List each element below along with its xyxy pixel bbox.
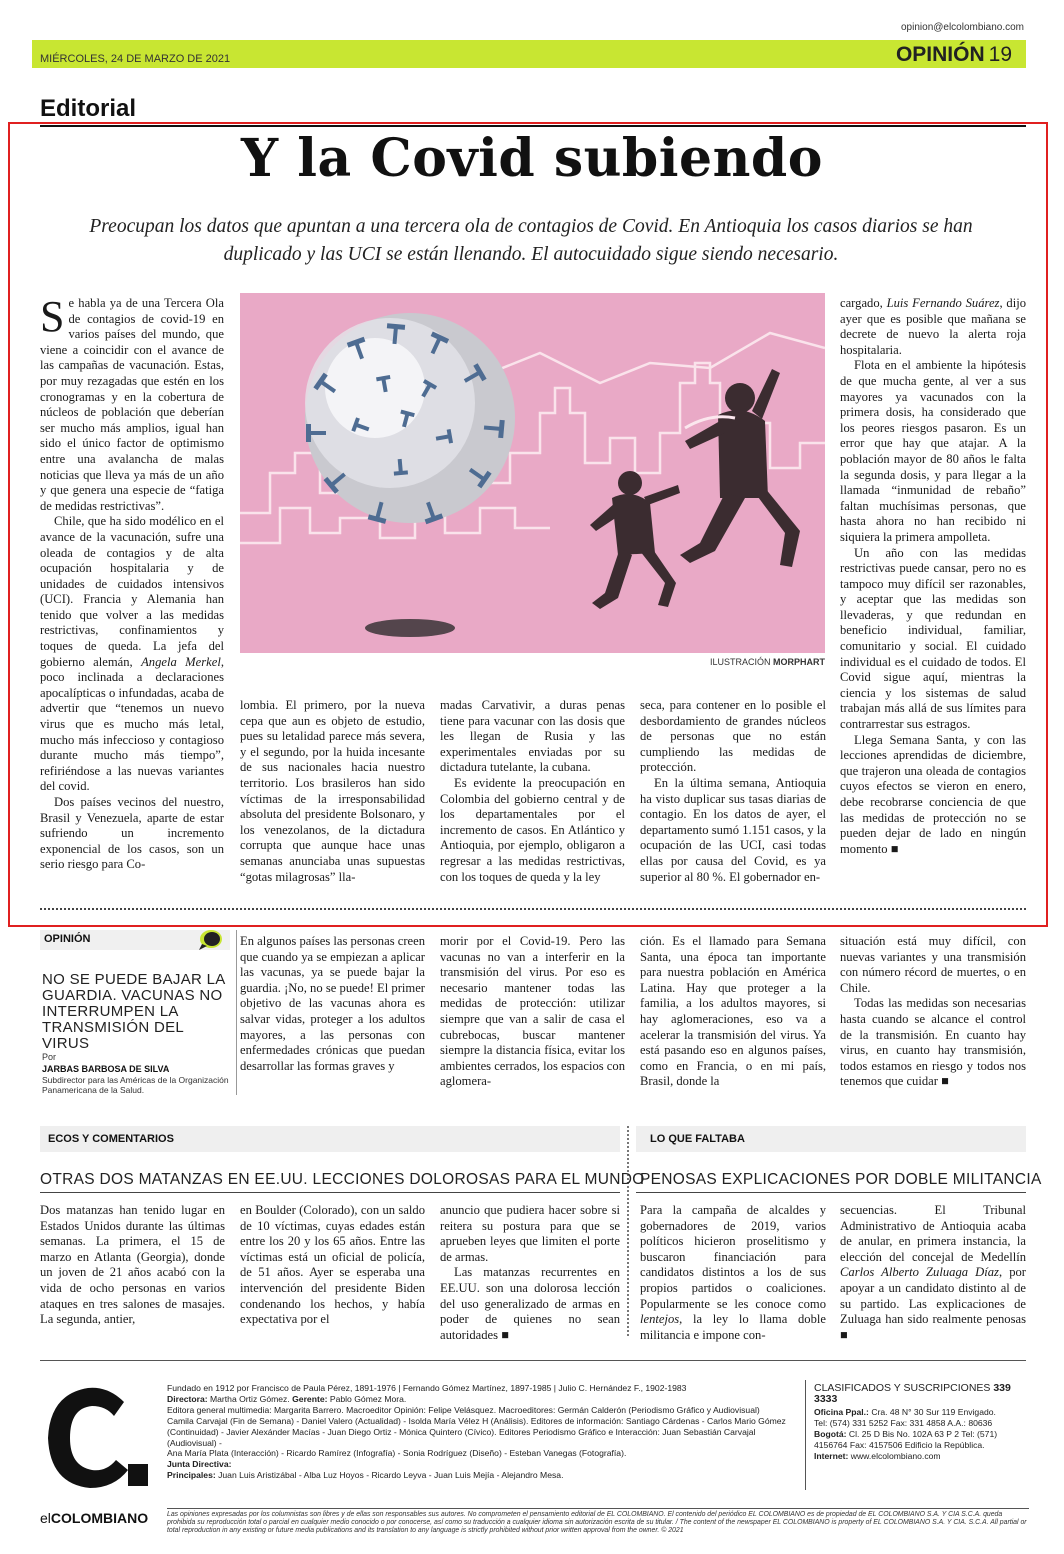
masthead-rule (40, 1360, 1026, 1361)
bogota-address: Cl. 25 D Bis No. 102A 63 P 2 Tel: (571) (848, 1429, 998, 1439)
gerente-label: Gerente: (292, 1393, 328, 1404)
paragraph: ción. Es el llamado para Semana Santa, una época tan importante para nuestra población en América Latina. Hay que proteger a la familia, a los adultos mayores, si hay aglomeraciones, eso va a acelerar la transmisión del virus. Ya está pasando eso en algunos países, como en Francia, o en mi país, Brasil, donde la (640, 934, 826, 1089)
editorial-column-5 (840, 296, 1026, 857)
paragraph: Un año con las medidas restrictivas puede cansar, pero no es tampoco muy difícil ser razonables, y aceptar que las medidas son llevaderas, y que redundan en beneficio individual, familiar, comunitario y social. El cuidado individual es el cuidado de todos. El Covid sigue aquí, mientras la ciencia y los sistemas de salud trabajan más allá de sus límites para contrarrestar sus estragos. (840, 545, 1026, 732)
paragraph: Para la campaña de alcaldes y gobernadores de 2019, varios políticos hicieron proselitismo y buscaron financiación para candidatos distintos a los de sus propios partidos o coaliciones. Popularmente se les conoce como (640, 1203, 826, 1311)
illustration-covid-city (240, 293, 825, 653)
author-name: JARBAS BARBOSA DE SILVA (42, 1064, 170, 1074)
ecos-column-3 (440, 1203, 620, 1343)
paragraph: seca, para contener en lo posible el desbordamiento de grandes núcleos de personas que no están cumpliendo las medidas de protección. (640, 698, 826, 775)
paragraph: madas Carvativir, a duras penas tiene para vacunar con las dosis que les llegan de Rusia y las experimentales enviadas por su dictadura tutelante, la cubana. (440, 698, 625, 775)
paragraph: lombia. El primero, por la nueva cepa que aun es objeto de estudio, pues su letalidad parece más severa, y el segundo, por la huida incesante de sus nacionales hacia nuestro territorio. Los brasileros han sido víctimas de la irresponsabilidad absoluta del presidente Bolsonaro, y los venezolanos, de la dictadura corrupta que aunque hace unas semanas anunciaba unas supuestas “gotas milagrosas” lla- (240, 698, 425, 884)
opinion-column-2 (440, 934, 625, 1090)
lqf-column-2 (840, 1203, 1026, 1343)
opinion-column-4 (840, 934, 1026, 1090)
bogota-line (814, 1429, 1029, 1440)
staff-line: Editora general multimedia: Margarita Barrero. Macroeditor Opinión: Felipe Velásquez. Macroeditores: Germán Calderón (Periodismo Gráfico y Audiovisual) (167, 1404, 760, 1415)
section-header-bar (32, 40, 1026, 68)
paragraph: , la ley lo llama doble militancia e impone con- (640, 1312, 826, 1342)
editorial-headline: Y la Covid subiendo (241, 128, 823, 189)
lqf-label: LO QUE FALTABA (650, 1133, 745, 1145)
paragraph: Llega Semana Santa, y con las lecciones aprendidas de diciembre, que trajeron una oleada de contagios cuyos efectos se vieron en enero, debe recobrarse conciencia de que las medidas de protección no se pueden dejar de lado en ningún momento ■ (840, 732, 1026, 856)
ecos-column-1 (40, 1203, 225, 1328)
disclaimer-rule (167, 1508, 1029, 1509)
opinion-column-1 (240, 934, 425, 1074)
classifieds-head (814, 1383, 1029, 1405)
brand-prefix: el (40, 1510, 51, 1526)
internet-label: Internet: (814, 1451, 849, 1461)
phone-line: 4156764 Fax: 4157506 Edificio la República. (814, 1440, 985, 1450)
principales-label: Principales: (167, 1470, 216, 1481)
phone-line: Tel: (574) 331 5252 Fax: 331 4858 A.A.: 80636 (814, 1418, 993, 1428)
directora-name: Martha Ortiz Gómez. (209, 1393, 290, 1404)
paragraph: morir por el Covid-19. Pero las vacunas no van a interferir en la transmisión del virus. Por eso es necesario mantener todas las medidas de protección: utilizar siempre que van a salir de casa el cubrebocas, buscar mantener siempre la distancia física, evitar los ambientes cerrados, los espacios con aglomera- (440, 934, 625, 1089)
illustration-art (240, 293, 825, 653)
principales-line (167, 1470, 797, 1481)
paragraph: secuencias. El Tribunal Administrativo de Antioquia acaba de anular, en primera instancia, la elección del concejal de Medellín (840, 1203, 1026, 1264)
issue-date: MIÉRCOLES, 24 DE MARZO DE 2021 (40, 53, 231, 65)
author-role: Subdirector para las Américas de la Organización Panamericana de la Salud. (42, 1075, 229, 1095)
title-rule (40, 1192, 620, 1193)
page-number: 19 (988, 43, 1012, 66)
legal-disclaimer: Las opiniones expresadas por los columnistas son libres y de ellas son responsables sus autores. No comprometen el pensamiento editorial de EL COLOMBIANO. El contenido del periódico EL COLOMBIANO es de propiedad de EL COLOMBIANO S.A. Y CIA S.C.A. queda prohibida su reproducción total o parcial en cualquier medio conocido o por conocerse, así como su traducción a cualquier idioma sin autorización escrita de su titular. / The content of the newspaper EL COLOMBIANO is property of EL COLOMBIANO S.A. Y CIA. S.C.A. All partial or total reproduction in any existing or future media publications and its translation to any language is strictly prohibited without prior written approval from the owner. © 2021 (167, 1511, 1027, 1534)
paragraph: cargado, (840, 296, 883, 310)
paragraph: e habla ya de una Tercera Ola de contagios de covid-19 en varios países del mundo, que viene a coincidir con el avance de las campañas de vacunación. Estas, por muy rezagadas que estén en los cronogramas y en la cobertura de núcleos de población que deberían ser mucho más amplios, igual han sido el único factor de optimismo entre una avalancha de malas noticias que lleva ya más de un año y que genera una especie de “fatiga de medidas restrictivas”. (40, 296, 224, 513)
brand-wordmark (40, 1510, 148, 1526)
paragraph: , poco inclinada a declaraciones apocalípticas o infundadas, acaba de advertir que “tenemos un nuevo virus que es mucho más letal, mucho más infeccioso y contagioso durante mucho más tiempo”, refiriéndose a las nuevas variantes del covid. (40, 654, 224, 794)
editorial-column-2 (240, 698, 425, 885)
classifieds-label: CLASIFICADOS Y SUSCRIPCIONES (814, 1382, 991, 1394)
office-line (814, 1407, 1029, 1418)
directors-line (167, 1394, 797, 1405)
column-divider-dotted (627, 1126, 629, 1336)
office-label: Oficina Ppal.: (814, 1407, 869, 1417)
paragraph: En algunos países las personas creen que cuando ya se empiezan a aplicar las vacunas, ya se puede bajar la guardia. ¡No, no se puede! El primer objetivo de las vacunas ahora es salvar vidas, proteger a los adultos mayores, a las personas con enfermedades crónicas que puedan desarrollar las formas graves y (240, 934, 426, 1073)
credit-name: MORPHART (773, 657, 825, 667)
staff-line: Ana María Plata (Interacción) - Ricardo Ramírez (Infografía) - Sonia Rodríguez (Diseño) - Esteban Vanegas (Fotografía). (167, 1448, 627, 1459)
section-title (896, 43, 1012, 67)
column-rule (236, 930, 237, 1095)
lqf-column-1 (640, 1203, 826, 1343)
paragraph: Chile, que ha sido modélico en el avance de la vacunación, sufre una oleada de contagios y de alta ocupación hospitalaria y de unidades de cuidados intensivos (UCI). Francia y Alemania han tenido que volver a las medidas restrictivas, confinamientos y toques de queda. La jefa del gobierno alemán, (40, 514, 224, 669)
person-name: Carlos Alberto Zuluaga Díaz (840, 1265, 999, 1280)
section-name: OPINIÓN (895, 43, 985, 66)
speech-bubble-icon (196, 928, 224, 952)
paragraph: en Boulder (Colorado), con un saldo de 10 víctimas, cuyas edades están entre los 20 y los 65 años. Entre las víctimas está un oficial de policía, de 51 años. Ayer se esperaba una intervención del presidente Biden condenando los hechos, y había expectativa por el (240, 1203, 425, 1327)
paragraph: situación está muy difícil, con nuevas variantes y una transmisión con número récord de muertes, o en Chile. (840, 934, 1026, 995)
paragraph: Flota en el ambiente la hipótesis de que mucha gente, al ver a sus mayores ya vacunados con la primera dosis, ha considerado que los peores riesgos pasaron. Es un error que hay que atajar. A la población mayor de 80 años le falta la segunda dosis, y para llegar a la llamada “inmunidad de rebaño” faltan muchísimas personas, que hasta ahora no han recibido ni siquiera la primera ampolleta. (840, 358, 1026, 544)
section-divider (40, 908, 1026, 910)
ecos-label: ECOS Y COMENTARIOS (48, 1133, 174, 1145)
opinion-title: NO SE PUEDE BAJAR LA GUARDIA. VACUNAS NO INTERRUMPEN LA TRANSMISIÓN DEL VIRUS (42, 971, 225, 1052)
website-link[interactable]: www.elcolombiano.com (850, 1451, 941, 1461)
junta-label: Junta Directiva: (167, 1459, 232, 1470)
masthead-divider (805, 1380, 806, 1490)
paragraph: Todas las medidas son necesarias hasta cuando se alcance el control de la transmisión. En cuanto hay virus, en cuanto hay transmisión, todos estamos en riesgo y todos nos tenemos que cuidar ■ (840, 996, 1026, 1089)
credit-prefix: ILUSTRACIÓN (709, 657, 771, 667)
paragraph: Dos matanzas han tenido lugar en Estados Unidos durante las últimas semanas. La primera, el 15 de marzo en Atlanta (Georgia), donde un joven de 21 años acabó con la vida de ocho personas en varios ataques en tres salones de masajes. La segunda, antier, (40, 1203, 225, 1327)
ecos-column-2 (240, 1203, 425, 1328)
staff-line: (Continuidad) - Javier Alexánder Macías - Juan Diego Ortiz - Mónica Quintero (Cívico). Editores Periodismo Gráfico e Interacción: Juan Sebastián Carvajal (Audiovisual) - (167, 1426, 756, 1448)
paragraph: , dijo ayer que es posible que mañana se decrete de nuevo la alerta roja hospitalaria. (840, 296, 1026, 357)
internet-line (814, 1451, 1029, 1462)
emphasis: lentejos (640, 1312, 680, 1327)
editorial-label: Editorial (40, 95, 137, 122)
founded-line: Fundado en 1912 por Francisco de Paula Pérez, 1891-1976 | Fernando Gómez Martínez, 1897-1985 | Julio C. Hernández F., 1902-1983 (167, 1383, 687, 1393)
opinion-column-3 (640, 934, 826, 1090)
bogota-label: Bogotá: (814, 1429, 847, 1439)
byline-prefix: Por (42, 1052, 57, 1062)
drop-cap: S (40, 292, 65, 341)
contact-email[interactable]: opinion@elcolombiano.com (901, 22, 1024, 33)
paragraph: Las matanzas recurrentes en EE.UU. son una dolorosa lección del uso generalizado de armas en poder de quienes no sean autoridades ■ (440, 1265, 620, 1342)
opinion-label: OPINIÓN (44, 933, 91, 945)
lqf-title: PENOSAS EXPLICACIONES POR DOBLE MILITANCIA (640, 1171, 1042, 1188)
ecos-title: OTRAS DOS MATANZAS EN EE.UU. LECCIONES DOLOROSAS PARA EL MUNDO (40, 1171, 645, 1188)
editorial-column-4 (640, 698, 826, 885)
paragraph: En la última semana, Antioquia ha visto duplicar sus tasas diarias de contagio. En los datos de ayer, el departamento sumó 1.151 casos, y la ocupación de las UCI, casi todas ellas por causa del Covid, es ya superior al 80 %. El gobernador en- (640, 775, 826, 884)
title-rule (636, 1192, 1026, 1193)
illustration-credit (600, 657, 825, 667)
principales-names: Juan Luis Aristizábal - Alba Luz Hoyos - Ricardo Leyva - Juan Luis Mejía - Alejandro Mesa. (218, 1470, 564, 1481)
editorial-dek: Preocupan los datos que apuntan a una tercera ola de contagios de Covid. En Antioquia los casos diarios se han duplicado y las UCI se están llenando. El autocuidado sigue siendo necesario. (89, 216, 973, 265)
brand-name: COLOMBIANO (50, 1510, 149, 1526)
editorial-column-1 (40, 292, 224, 873)
paragraph: Dos países vecinos del nuestro, Brasil y Venezuela, aparte de estar sufriendo un incremento exponencial de los casos, son un serio riesgo para Co- (40, 795, 224, 872)
gerente-name: Pablo Gómez Mora. (329, 1393, 407, 1404)
paragraph: , por apoyar a un candidato distinto al de su partido. Las explicaciones de Zuluaga han sido realmente penosas ■ (840, 1265, 1026, 1342)
staff-line: Camila Carvajal (Fin de Semana) - Daniel Valero (Actualidad) - Isolda María Vélez H (Análisis). Editores de información: Santiago Cárdenas - Carlos Mario Gómez (167, 1415, 786, 1426)
office-address: Cra. 48 N° 30 Sur 119 Envigado. (871, 1407, 996, 1417)
masthead-credits (167, 1383, 797, 1481)
paragraph: Es evidente la preocupación en Colombia del gobierno central y de los departamentales por el incremento de casos. En Atlántico y Antioquia, por ejemplo, obligaron a regresar a las medidas restrictivas, con los toques de queda y la ley (440, 775, 625, 884)
classifieds-info (814, 1383, 1029, 1462)
directora-label: Directora: (167, 1393, 208, 1404)
editorial-column-3 (440, 698, 625, 885)
paragraph: anuncio que pudiera hacer sobre si reitera su postura para que se aprueben leyes que limiten el porte de armas. (440, 1203, 620, 1264)
el-colombiano-logo-icon (36, 1378, 156, 1498)
classifieds-phone: 339 3333 (814, 1382, 1011, 1405)
person-name: Luis Fernando Suárez (886, 296, 1000, 310)
person-name: Angela Merkel (141, 654, 221, 669)
junta-line (167, 1459, 797, 1470)
